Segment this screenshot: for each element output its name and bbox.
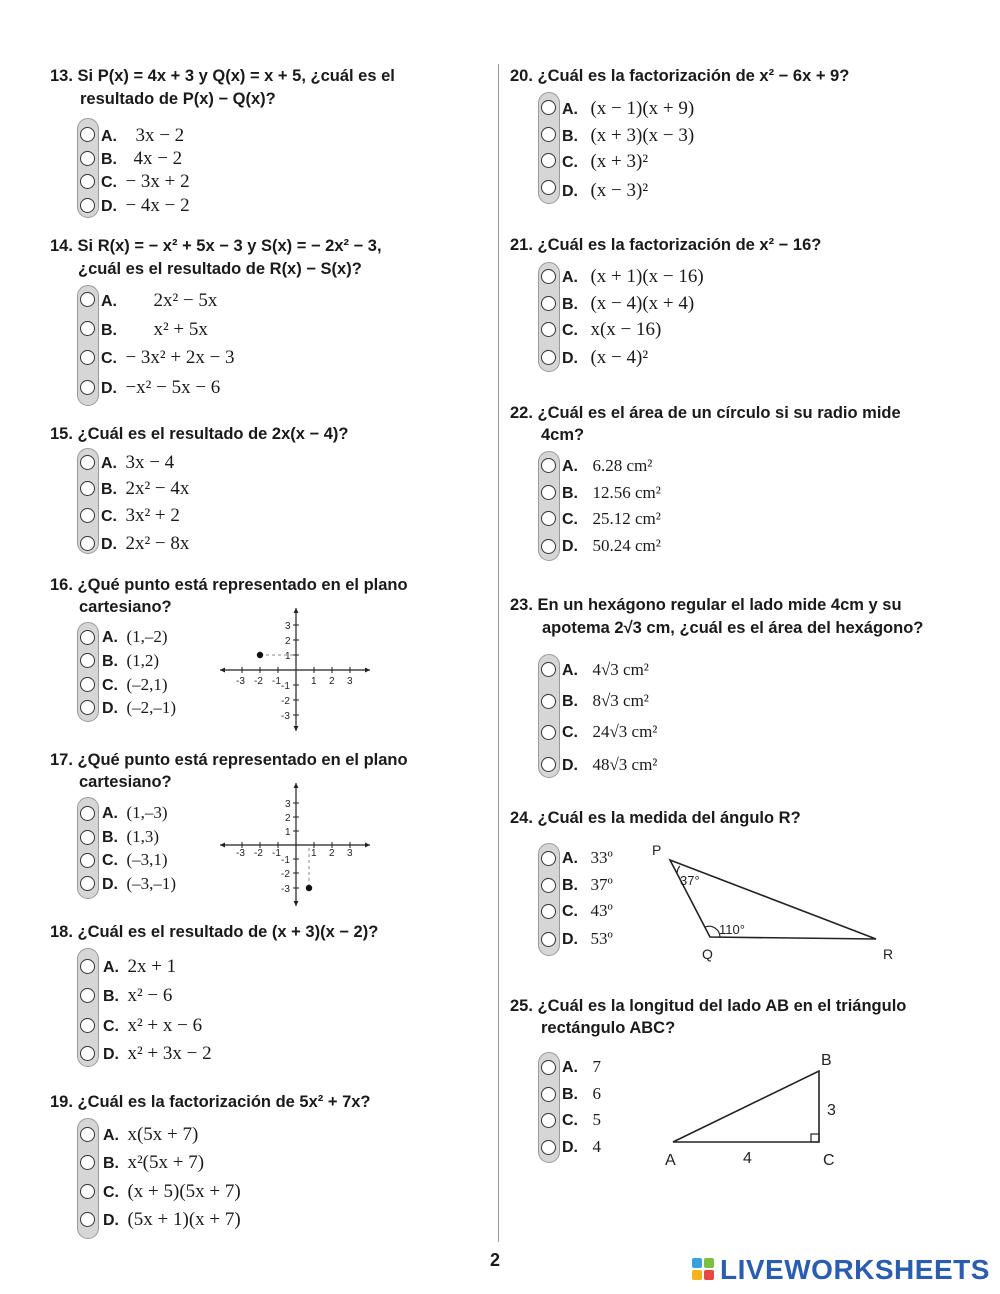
option-14-c-radio[interactable] [80, 350, 95, 365]
triangle-abc [673, 1071, 819, 1142]
y-axis-arrow-up [294, 608, 299, 613]
option-24-b-radio[interactable] [541, 878, 556, 893]
option-20-c-radio[interactable] [541, 153, 556, 168]
vertex-c-label: C [823, 1152, 835, 1169]
option-22-c-radio[interactable] [541, 511, 556, 526]
option-15-a-radio[interactable] [80, 455, 95, 470]
x-tick-label: 1 [311, 676, 317, 687]
option-14-a[interactable]: A. 2x² − 5x [101, 290, 218, 311]
question-18-text: ¿Cuál es el resultado de (x + 3)(x − 2)? [77, 923, 379, 941]
option-25-c-radio[interactable] [541, 1113, 556, 1128]
question-21-prompt: 21. ¿Cuál es la factorización de x² − 16? [510, 236, 822, 254]
question-21-text: ¿Cuál es la factorización de x² − 16? [537, 236, 822, 254]
y-tick-label: 3 [285, 799, 291, 810]
option-21-d[interactable]: D. (x − 4)² [562, 347, 649, 368]
option-16-d[interactable]: D. (–2,–1) [102, 698, 177, 717]
x-tick-label: -1 [272, 676, 281, 687]
option-21-b[interactable]: B. (x − 4)(x + 4) [562, 293, 695, 314]
question-25-prompt: 25. ¿Cuál es la longitud del lado AB en el triángulo [510, 997, 907, 1015]
option-24-c-radio[interactable] [541, 904, 556, 919]
question-19-text: ¿Cuál es la factorización de 5x² + 7x? [77, 1093, 371, 1111]
question-15-prompt: 15. ¿Cuál es el resultado de 2x(x − 4)? [50, 425, 349, 443]
x-tick-label: 3 [347, 676, 353, 687]
option-18-b-radio[interactable] [80, 988, 95, 1003]
option-16-a-radio[interactable] [80, 630, 95, 645]
side-ac-label: 4 [743, 1150, 752, 1167]
option-19-b[interactable]: B. x²(5x + 7) [103, 1152, 205, 1173]
option-21-a-radio[interactable] [541, 269, 556, 284]
question-17-prompt: 17. ¿Qué punto está representado en el plano [50, 751, 408, 769]
question-15-text: ¿Cuál es el resultado de 2x(x − 4)? [77, 425, 349, 443]
column-divider [498, 64, 499, 1242]
question-19-prompt: 19. ¿Cuál es la factorización de 5x² + 7x? [50, 1093, 371, 1111]
vertex-q-label: Q [702, 946, 713, 962]
option-23-a[interactable]: A. 4√3 cm² [562, 660, 649, 679]
question-24-prompt: 24. ¿Cuál es la medida del ángulo R? [510, 809, 801, 827]
vertex-b-label: B [821, 1052, 832, 1069]
y-tick-label: 1 [285, 651, 291, 662]
option-20-c[interactable]: C. (x + 3)² [562, 151, 649, 172]
page-number: 2 [490, 1250, 501, 1270]
option-19-c[interactable]: C. (x + 5)(5x + 7) [103, 1181, 241, 1202]
option-24-d-radio[interactable] [541, 932, 556, 947]
triangle-abc-diagram [655, 1045, 855, 1175]
x-axis-arrow-right [365, 668, 370, 673]
question-16-prompt: 16. ¿Qué punto está representado en el plano [50, 576, 408, 594]
option-17-a-radio[interactable] [80, 806, 95, 821]
option-20-d-radio[interactable] [541, 180, 556, 195]
x-tick-label: 2 [329, 676, 335, 687]
option-18-c-radio[interactable] [80, 1018, 95, 1033]
question-23-text-line1: En un hexágono regular el lado mide 4cm y su [537, 596, 902, 614]
option-23-c[interactable]: C. 24√3 cm² [562, 722, 658, 741]
option-15-d-radio[interactable] [80, 536, 95, 551]
option-19-a[interactable]: A. x(5x + 7) [103, 1124, 199, 1145]
option-20-a-radio[interactable] [541, 100, 556, 115]
x-tick-label: 3 [347, 848, 353, 859]
liveworksheets-logo-icon [692, 1258, 714, 1280]
option-24-a-radio[interactable] [541, 851, 556, 866]
option-14-d-radio[interactable] [80, 380, 95, 395]
option-19-b-radio[interactable] [80, 1155, 95, 1170]
x-tick-label: -2 [254, 848, 263, 859]
question-17-text-line2: cartesiano? [79, 773, 172, 791]
x-tick-label: 1 [311, 848, 317, 859]
option-17-b-radio[interactable] [80, 830, 95, 845]
option-23-b-radio[interactable] [541, 694, 556, 709]
option-18-d-radio[interactable] [80, 1046, 95, 1061]
option-21-c-radio[interactable] [541, 322, 556, 337]
plotted-point [306, 885, 312, 891]
option-14-a-radio[interactable] [80, 292, 95, 307]
question-25-text-line2: rectángulo ABC? [541, 1019, 676, 1037]
option-14-c[interactable]: C. − 3x² + 2x − 3 [101, 347, 235, 368]
option-24-c[interactable]: C. 43º [562, 901, 613, 920]
y-tick-label: -2 [281, 869, 290, 880]
question-20-text: ¿Cuál es la factorización de x² − 6x + 9? [537, 67, 850, 85]
option-13-b[interactable]: B. 4x − 2 [101, 148, 183, 169]
option-13-c[interactable]: C. − 3x + 2 [101, 171, 190, 192]
brand-text: LIVEWORKSHEETS [720, 1254, 990, 1285]
x-tick-label: -3 [236, 848, 245, 859]
option-25-a[interactable]: A. 7 [562, 1057, 601, 1076]
option-24-b[interactable]: B. 37º [562, 875, 613, 894]
option-13-a[interactable]: A. 3x − 2 [101, 125, 185, 146]
option-15-c[interactable]: C. 3x² + 2 [101, 505, 180, 526]
y-tick-label: -3 [281, 711, 290, 722]
question-25-text-line1: ¿Cuál es la longitud del lado AB en el triángulo [537, 997, 907, 1015]
question-16-text-line2: cartesiano? [79, 598, 172, 616]
question-16-text-line1: ¿Qué punto está representado en el plano [77, 576, 408, 594]
option-20-b-radio[interactable] [541, 127, 556, 142]
option-16-d-radio[interactable] [80, 700, 95, 715]
option-24-d[interactable]: D. 53º [562, 929, 613, 948]
cartesian-plane-16 [215, 603, 375, 733]
option-13-d-radio[interactable] [80, 198, 95, 213]
option-16-b[interactable]: B. (1,2) [102, 651, 160, 670]
option-18-b[interactable]: B. x² − 6 [103, 985, 173, 1006]
option-21-a[interactable]: A. (x + 1)(x − 16) [562, 266, 704, 287]
option-18-c[interactable]: C. x² + x − 6 [103, 1015, 203, 1036]
y-tick-label: 2 [285, 636, 291, 647]
option-22-a[interactable]: A. 6.28 cm² [562, 456, 653, 475]
option-25-d-radio[interactable] [541, 1140, 556, 1155]
liveworksheets-logo[interactable] [720, 1254, 990, 1286]
y-tick-label: 2 [285, 813, 291, 824]
option-13-d[interactable]: D. − 4x − 2 [101, 195, 190, 216]
question-24-text: ¿Cuál es la medida del ángulo R? [537, 809, 801, 827]
option-22-c[interactable]: C. 25.12 cm² [562, 509, 661, 528]
y-tick-label: 3 [285, 621, 291, 632]
option-18-a[interactable]: A. 2x + 1 [103, 956, 177, 977]
y-tick-label: -2 [281, 696, 290, 707]
option-18-d[interactable]: D. x² + 3x − 2 [103, 1043, 212, 1064]
y-axis-arrow-up [294, 783, 299, 788]
question-14-text-line1: Si R(x) = − x² + 5x − 3 y S(x) = − 2x² − 3, [77, 237, 382, 255]
option-17-c[interactable]: C. (–3,1) [102, 850, 168, 869]
option-14-b-radio[interactable] [80, 321, 95, 336]
option-25-b-radio[interactable] [541, 1087, 556, 1102]
option-15-a[interactable]: A. 3x − 4 [101, 452, 175, 473]
option-19-c-radio[interactable] [80, 1184, 95, 1199]
option-17-a[interactable]: A. (1,–3) [102, 803, 168, 822]
x-tick-label: -2 [254, 676, 263, 687]
y-axis-arrow-down [294, 901, 299, 906]
option-16-c-radio[interactable] [80, 677, 95, 692]
x-axis-arrow-right [365, 843, 370, 848]
question-13-text-line2: resultado de P(x) − Q(x)? [80, 90, 276, 108]
question-22-text-line1: ¿Cuál es el área de un círculo si su radio mide [537, 404, 901, 422]
x-axis-arrow-left [220, 843, 225, 848]
question-23-prompt: 23. En un hexágono regular el lado mide 4cm y su [510, 596, 902, 614]
angle-q-label: 110° [719, 922, 745, 937]
option-18-a-radio[interactable] [80, 959, 95, 974]
x-tick-label: 2 [329, 848, 335, 859]
option-21-b-radio[interactable] [541, 296, 556, 311]
option-16-a[interactable]: A. (1,–2) [102, 627, 168, 646]
x-axis-arrow-left [220, 668, 225, 673]
option-21-d-radio[interactable] [541, 350, 556, 365]
question-13-prompt: 13. Si P(x) = 4x + 3 y Q(x) = x + 5, ¿cuál es el [50, 67, 395, 85]
question-17-text-line1: ¿Qué punto está representado en el plano [77, 751, 408, 769]
option-14-d[interactable]: D. −x² − 5x − 6 [101, 377, 221, 398]
cartesian-plane-17 [215, 778, 375, 908]
y-tick-label: 1 [285, 827, 291, 838]
question-14-text-line2: ¿cuál es el resultado de R(x) − S(x)? [78, 260, 362, 278]
option-13-b-radio[interactable] [80, 151, 95, 166]
option-17-d-radio[interactable] [80, 876, 95, 891]
option-15-d[interactable]: D. 2x² − 8x [101, 533, 190, 554]
question-20-prompt: 20. ¿Cuál es la factorización de x² − 6x + 9? [510, 67, 850, 85]
option-20-d[interactable]: D. (x − 3)² [562, 180, 649, 201]
triangle-pqr-diagram [640, 835, 910, 965]
option-15-b-radio[interactable] [80, 481, 95, 496]
right-angle-marker [811, 1134, 819, 1142]
question-22-text-line2: 4cm? [541, 426, 585, 444]
option-25-d[interactable]: D. 4 [562, 1137, 601, 1156]
option-23-d[interactable]: D. 48√3 cm² [562, 755, 658, 774]
option-25-c[interactable]: C. 5 [562, 1110, 601, 1129]
option-16-b-radio[interactable] [80, 653, 95, 668]
y-tick-label: -3 [281, 884, 290, 895]
option-14-b[interactable]: B. x² + 5x [101, 319, 208, 340]
question-18-prompt: 18. ¿Cuál es el resultado de (x + 3)(x − 2)? [50, 923, 379, 941]
option-16-c[interactable]: C. (–2,1) [102, 675, 168, 694]
question-22-prompt: 22. ¿Cuál es el área de un círculo si su radio mide [510, 404, 901, 422]
option-23-a-radio[interactable] [541, 662, 556, 677]
question-14-prompt: 14. Si R(x) = − x² + 5x − 3 y S(x) = − 2x² − 3, [50, 237, 382, 255]
option-13-c-radio[interactable] [80, 174, 95, 189]
y-axis-arrow-down [294, 726, 299, 731]
vertex-a-label: A [665, 1152, 676, 1169]
option-22-a-radio[interactable] [541, 458, 556, 473]
option-25-a-radio[interactable] [541, 1060, 556, 1075]
option-22-b[interactable]: B. 12.56 cm² [562, 483, 661, 502]
option-17-c-radio[interactable] [80, 853, 95, 868]
plotted-point [257, 652, 263, 658]
option-19-a-radio[interactable] [80, 1127, 95, 1142]
question-23-text-line2: apotema 2√3 cm, ¿cuál es el área del hexágono? [542, 619, 924, 637]
angle-p-label: 37° [680, 873, 700, 888]
triangle-pqr [670, 860, 876, 939]
x-tick-label: -1 [272, 848, 281, 859]
y-tick-label: -1 [281, 681, 290, 692]
option-15-c-radio[interactable] [80, 508, 95, 523]
x-tick-label: -3 [236, 676, 245, 687]
option-25-b[interactable]: B. 6 [562, 1084, 601, 1103]
option-19-d[interactable]: D. (5x + 1)(x + 7) [103, 1209, 241, 1230]
angle-p-arc [677, 866, 680, 873]
option-20-a[interactable]: A. (x − 1)(x + 9) [562, 98, 695, 119]
option-23-c-radio[interactable] [541, 725, 556, 740]
option-22-b-radio[interactable] [541, 485, 556, 500]
question-13-text-line1: Si P(x) = 4x + 3 y Q(x) = x + 5, ¿cuál es el [77, 67, 395, 85]
option-22-d[interactable]: D. 50.24 cm² [562, 536, 661, 555]
option-17-b[interactable]: B. (1,3) [102, 827, 160, 846]
option-17-d[interactable]: D. (–3,–1) [102, 874, 177, 893]
vertex-r-label: R [883, 946, 894, 962]
option-23-b[interactable]: B. 8√3 cm² [562, 691, 649, 710]
vertex-p-label: P [652, 842, 662, 858]
option-23-d-radio[interactable] [541, 757, 556, 772]
option-21-c[interactable]: C. x(x − 16) [562, 319, 662, 340]
option-24-a[interactable]: A. 33º [562, 848, 613, 867]
option-20-b[interactable]: B. (x + 3)(x − 3) [562, 125, 695, 146]
option-19-d-radio[interactable] [80, 1212, 95, 1227]
option-15-b[interactable]: B. 2x² − 4x [101, 478, 190, 499]
y-tick-label: -1 [281, 855, 290, 866]
option-13-a-radio[interactable] [80, 127, 95, 142]
side-bc-label: 3 [827, 1102, 836, 1119]
option-22-d-radio[interactable] [541, 539, 556, 554]
